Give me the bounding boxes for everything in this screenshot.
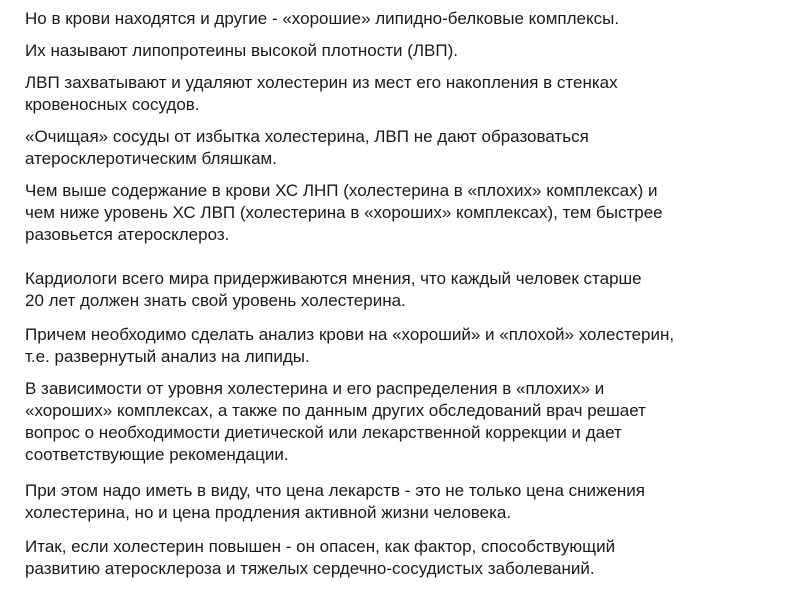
paragraph-4-line-1: «Очищая» сосуды от избытка холестерина, ЛВП не дают образоваться [25, 127, 589, 146]
paragraph-4-line-2: атеросклеротическим бляшкам. [25, 149, 277, 168]
paragraph-9-line-2: холестерина, но и цена продления активной жизни человека. [25, 503, 512, 522]
paragraph-3 [25, 72, 795, 116]
paragraph-7-line-2: т.е. развернутый анализ на липиды. [25, 347, 310, 366]
paragraph-4 [25, 126, 795, 170]
paragraph-10-line-2: развитию атеросклероза и тяжелых сердечно-сосудистых заболеваний. [25, 559, 595, 578]
paragraph-5-line-2: чем ниже уровень ХС ЛВП (холестерина в «хороших» комплексах), тем быстрее [25, 203, 663, 222]
paragraph-8-line-2: «хороших» комплексах, а также по данным других обследований врач решает [25, 401, 646, 420]
paragraph-5-line-1: Чем выше содержание в крови ХС ЛНП (холестерина в «плохих» комплексах) и [25, 181, 658, 200]
paragraph-9 [25, 480, 795, 524]
paragraph-8 [25, 378, 795, 466]
paragraph-5 [25, 180, 795, 246]
paragraph-7-line-1: Причем необходимо сделать анализ крови на «хороший» и «плохой» холестерин, [25, 325, 675, 344]
paragraph-8-line-1: В зависимости от уровня холестерина и его распределения в «плохих» и [25, 379, 605, 398]
paragraph-8-line-4: соответствующие рекомендации. [25, 445, 289, 464]
paragraph-2-line-1: Их называют липопротеины высокой плотности (ЛВП). [25, 41, 458, 60]
paragraph-2 [25, 40, 795, 62]
paragraph-6-line-1: Кардиологи всего мира придерживаются мнения, что каждый человек старше [25, 269, 642, 288]
paragraph-6-line-2: 20 лет должен знать свой уровень холестерина. [25, 291, 406, 310]
paragraph-3-line-1: ЛВП захватывают и удаляют холестерин из мест его накопления в стенках [25, 73, 618, 92]
paragraph-1 [25, 8, 795, 30]
paragraph-1-line-1: Но в крови находятся и другие - «хорошие» липидно-белковые комплексы. [25, 9, 620, 28]
paragraph-9-line-1: При этом надо иметь в виду, что цена лекарств - это не только цена снижения [25, 481, 645, 500]
paragraph-3-line-2: кровеносных сосудов. [25, 95, 200, 114]
paragraph-8-line-3: вопрос о необходимости диетической или лекарственной коррекции и дает [25, 423, 622, 442]
paragraph-5-line-3: разовьется атеросклероз. [25, 225, 230, 244]
paragraph-6 [25, 268, 795, 312]
paragraph-10 [25, 536, 795, 580]
paragraph-10-line-1: Итак, если холестерин повышен - он опасен, как фактор, способствующий [25, 537, 616, 556]
paragraph-7 [25, 324, 795, 368]
